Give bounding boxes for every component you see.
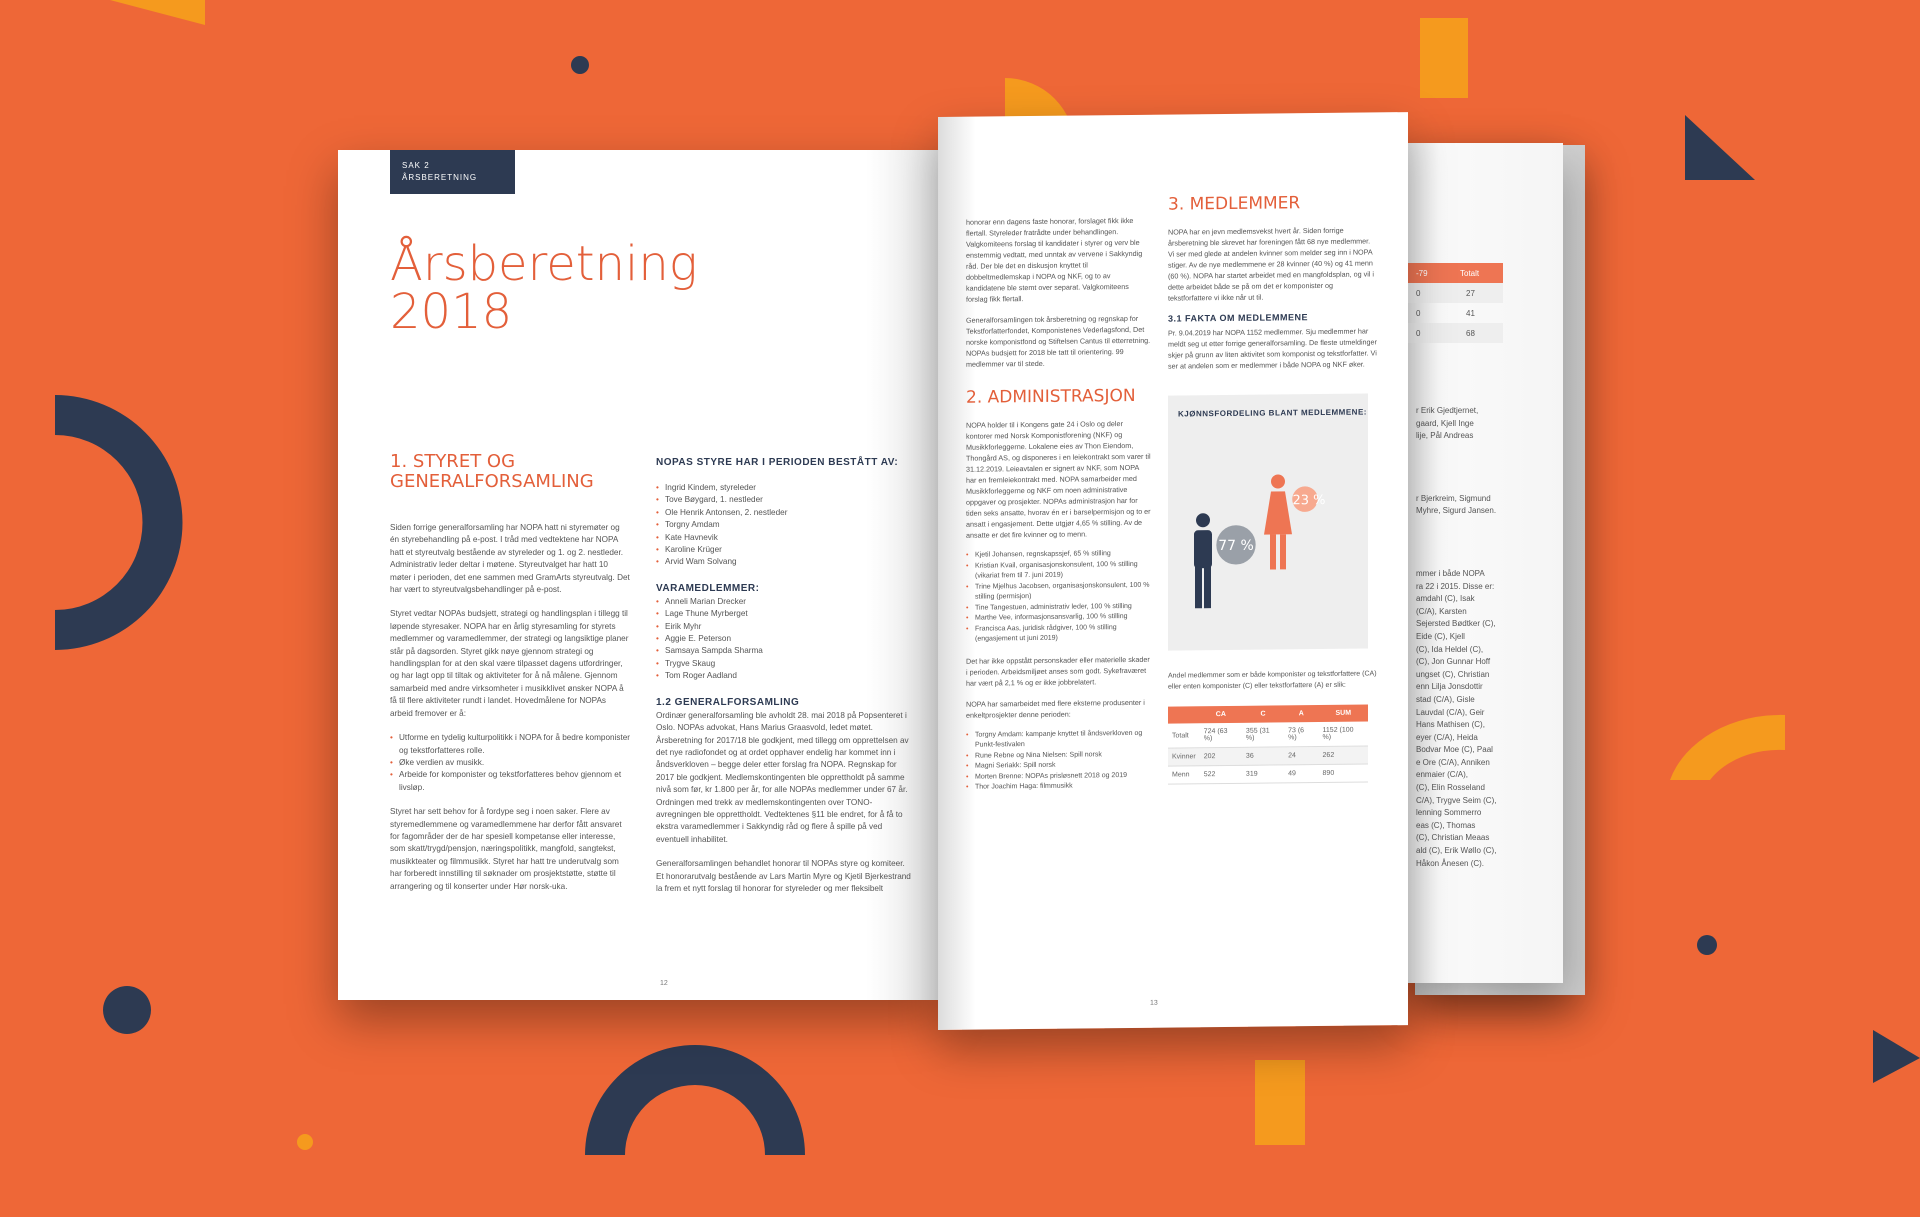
back-table-cell: 68 — [1466, 329, 1475, 338]
paragraph: Styret vedtar NOPAs budsjett, strategi og handlingsplan i tillegg til løpende styresaker. NOPA har en årlig styresamling for styrets medlemmer og varamedlemmer, der strategi og langsiktige planer står på dagsorden. Styret gikk nøye gjennom strategi og handlingsplan for at den skal være tilpasset dagens utfordringer, og har lagt opp til tiltak og aktiviteter for å nå målene. Gjennom samarbeid med andre virksomheter i musikklivet ønsker NOPA å få til flere aktiviteter rundt i landet. Hovedmålene for NOPAs arbeid fremover er å: — [390, 609, 629, 718]
back-page-line: eyer (C/A), Heida — [1416, 732, 1478, 742]
heading-administrasjon: 2. ADMINISTRASJON — [966, 385, 1136, 408]
paragraph: Ordinær generalforsamling ble avholdt 28. mai 2018 på Popsenteret i Oslo. NOPAs advokat, Hans Marius Graasvold, ledet møtet. Årsberetning for 2017/18 ble godkjent, med tillegg om opprettelsen av det nye radiofondet og at ordet opphaver endelig har kommet inn i åndsverkloven – begge deler etter forslag fra NOPA. Regnskap for 2017 ble godkjent. Medlemskontingenten ble opprettholdt på samme nivå som før, kr 1.800 per år, for alle NOPAs medlemmer under 67 år. Ordningen med trekk av medlemskontingenten over TONO-avregningen ble opprettholdt. Vedtektenes §11 ble endret, for å få to ekstra varamedlemmer i Sakkyndig råd og flere å spille på ved eventuell inhabilitet. — [656, 710, 909, 844]
table-caption: Andel medlemmer som er både komponister og tekstforfattere (CA) eller enten komponister (C) eller tekstforfattere (A) er slik: — [1168, 670, 1377, 691]
table-header — [1168, 706, 1200, 723]
table-cell: Kvinner — [1168, 748, 1200, 766]
section-tag-line2: ÅRSBERETNING — [402, 173, 478, 182]
back-table-header-1: -79 — [1416, 269, 1428, 278]
heading-styret — [390, 452, 630, 492]
paragraph: NOPA har samarbeidet med flere eksterne produsenter i enkeltprosjekter denne perioden: — [966, 697, 1145, 720]
table-cell: 724 (63 %) — [1200, 723, 1242, 748]
paragraph: Det har ikke oppstått personskader eller materielle skader i perioden. Arbeidsmiljøet anses som godt. Sykefraværet har vært på 2,1 % og er ikke jobbrelatert. — [966, 654, 1150, 688]
woman-figure-dress — [1264, 491, 1292, 534]
table-row — [1168, 764, 1368, 784]
table-cell: 49 — [1284, 765, 1318, 783]
open-book — [330, 115, 1585, 1030]
back-page-line: (C), Elin Rosseland — [1416, 783, 1485, 793]
paragraph: Generalforsamlingen behandlet honorar til NOPAs styre og komiteer. Et honorarutvalg bestående av Lars Martin Myre og Kjetil Bjerkestrand la frem et nytt forslag til honorar for styreleder og mer fleksibelt — [656, 859, 911, 893]
back-page-line: C/A), Trygve Seim (C), — [1416, 795, 1497, 805]
back-table-cell: 0 — [1416, 289, 1421, 298]
heading-medlemmer: 3. MEDLEMMER — [1168, 193, 1301, 215]
back-page-line: (C/A), Karsten — [1416, 606, 1467, 616]
table-row — [1168, 746, 1368, 766]
back-page-line: lije, Pål Andreas — [1416, 431, 1474, 441]
back-table-cell: 41 — [1466, 309, 1475, 318]
back-page-text — [1416, 405, 1556, 870]
back-page-line: Hans Mathisen (C), — [1416, 720, 1485, 730]
left-column — [390, 452, 630, 893]
back-page-line: (C), Jon Gunnar Hoff — [1416, 657, 1491, 667]
back-page-line: Håkon Ånesen (C). — [1416, 858, 1485, 868]
man-figure-leg — [1204, 566, 1211, 608]
list-item: • Rune Rebne og Nina Nielsen: Spill norsk — [966, 749, 1151, 761]
back-page-line: enn Lilja Jonsdottir — [1416, 682, 1483, 692]
navy-dot-right — [1697, 935, 1717, 955]
list-item: • Tom Roger Aadland — [656, 670, 911, 682]
back-page-line: (C), Ida Heldel (C), — [1416, 644, 1484, 654]
paragraph: Siden forrige generalforsamling har NOPA hatt ni styremøter og én styrebehandling på e-post. I tråd med vedtektene har NOPA hatt et styreutvalg bestående av styreleder og 1. og 2. nestleder. Administrativ leder deltar i møtene. Styreutvalget har hatt 10 møter i perioden, det ene sammen med GramArts styreutvalg. Det har vært to styreutvalgsbehandlinger på e-post. — [390, 523, 630, 595]
back-page-line: ald (C), Erik Wøllo (C), — [1416, 846, 1497, 856]
section-tag-line1: SAK 2 — [402, 161, 430, 170]
table-header: SUM — [1319, 704, 1368, 722]
list-item: • Magni Seriakk: Spill norsk — [966, 760, 1151, 772]
woman-figure-leg — [1270, 534, 1276, 569]
man-figure-leg — [1195, 566, 1202, 608]
deputies-list — [656, 596, 911, 683]
navy-triangle-bottom-right — [1873, 1030, 1920, 1083]
back-page-line: Bodvar Moe (C), Paal — [1416, 745, 1493, 755]
back-page-line: lenning Sommerro — [1416, 808, 1482, 818]
goals-list — [390, 732, 630, 794]
table-cell: Totalt — [1168, 723, 1200, 748]
back-page-line: ungset (C), Christian — [1416, 669, 1490, 679]
staff-list — [966, 549, 1151, 645]
page-title-line2: 2018 — [390, 284, 513, 340]
woman-figure-head — [1271, 474, 1285, 488]
table-cell: 24 — [1284, 747, 1318, 765]
right-page-col1 — [966, 215, 1151, 793]
heading-styret-line2: GENERALFORSAMLING — [390, 471, 594, 492]
deputies-heading: VARAMEDLEMMER: — [656, 582, 760, 594]
list-item: • Lage Thune Myrberget — [656, 608, 911, 620]
list-item: • Eirik Myhr — [656, 621, 911, 633]
paragraph: Generalforsamlingen tok årsberetning og regnskap for Tekstforfatterfondet, Komponistenes Vederlagsfond, Det norske komponistfond og Stiftelsen Cantus til etterretning. NOPAs budsjett for 2018 ble tatt til orientering. 99 medlemmer var til stede. — [966, 313, 1151, 369]
list-item: • Øke verdien av musikk. — [390, 757, 630, 769]
page-number: 12 — [660, 980, 668, 987]
list-item: • Trygve Skaug — [656, 658, 911, 670]
gf-heading: 1.2 GENERALFORSAMLING — [656, 696, 800, 708]
back-page-line: r Erik Gjedtjernet, — [1416, 406, 1479, 415]
paragraph: NOPA holder til i Kongens gate 24 i Oslo og deler kontorer med Norsk Komponistforening (NKF) og Musikkforleggerne. Lokalene eies av Thon Eiendom, Thongård AS, og disponeres i en leiekontrakt som varer til 31.12.2019. Leieavtalen er signert av NKF, som NOPA har en fremleiekontrakt med. NOPA samarbeider med Musikkforleggerne og NKF om noen administrative oppgaver og prosjekter. NOPAs administrasjon har for tiden seks ansatte, hvorav én er i barselpermisjon og to er ansatt i engasjement. Dette utgjør 4,65 % stilling. Av de ansatte er det fire kvinner og to menn. — [966, 419, 1151, 540]
yellow-arc-right — [1670, 715, 1785, 780]
list-item: • Kjetil Johansen, regnskapssjef, 65 % stilling — [966, 549, 1151, 561]
back-page-line: mmer i både NOPA — [1416, 568, 1485, 578]
navy-triangle-right — [1685, 115, 1755, 180]
table-cell: 73 (6 %) — [1284, 722, 1318, 747]
list-item: • Kate Havnevik — [656, 532, 911, 544]
man-figure-body — [1194, 530, 1212, 568]
list-item: • Utforme en tydelig kulturpolitikk i NOPA for å bedre komponister og tekstforfatteres rolle. — [390, 732, 630, 757]
back-page-table — [1408, 263, 1563, 353]
navy-arc-left — [55, 395, 183, 650]
board-list — [656, 482, 911, 569]
table-cell: 262 — [1319, 746, 1368, 765]
paragraph: Pr. 9.04.2019 har NOPA 1152 medlemmer. Sju medlemmer har meldt seg ut etter forrige generalforsamling. De fleste utmeldinger skjer på grunn av liten aktivitet som komponist og tekstforfatter. Vi ser at andelen som er medlemmer i både NOPA og NKF øker. — [1168, 326, 1377, 371]
back-page-line: Lauvdal (C/A), Geir — [1416, 707, 1485, 717]
chart-title: KJØNNSFORDELING BLANT MEDLEMMENE: — [1178, 407, 1367, 419]
list-item: • Aggie E. Peterson — [656, 633, 911, 645]
yellow-dot-bottom-left — [297, 1134, 313, 1150]
back-table-header-2: Totalt — [1460, 269, 1480, 278]
back-page-line: Sejersted Bødtker (C), — [1416, 619, 1496, 629]
table-cell: 522 — [1200, 765, 1242, 783]
list-item: • Arvid Wam Solvang — [656, 556, 911, 568]
paragraph: NOPA har en jevn medlemsvekst hvert år. Siden forrige årsberetning ble skrevet har foreningen fått 68 nye medlemmer. Vi ser med glede at andelen kvinner som melder seg inn i NOPA stiger. Av de nye medlemmene er 28 kvinner (40 %) og 41 menn (60 %). NOPA har startet arbeidet med en mangfoldsplan, og vil i dette arbeidet både se på om det er komponister og tekstforfattere vi ikke når ut til. — [1168, 225, 1375, 303]
list-item: • Torgny Amdam: kampanje knyttet til åndsverkloven og Punkt-festivalen — [966, 728, 1151, 751]
back-page-line: stad (C/A), Gisle — [1416, 694, 1475, 704]
page-number: 13 — [1150, 999, 1158, 1007]
back-table-cell: 27 — [1466, 289, 1475, 298]
list-item: • Arbeide for komponister og tekstforfatteres behov gjennom et livsløp. — [390, 769, 630, 794]
men-share-label: 77 % — [1218, 537, 1254, 555]
list-item: • Trine Mjelhus Jacobsen, organisasjonskonsulent, 100 % stilling (permisjon) — [966, 580, 1151, 603]
back-table-cell: 0 — [1416, 329, 1421, 338]
list-item: • Anneli Marian Drecker — [656, 596, 911, 608]
table-row — [1168, 721, 1368, 748]
table-cell: 355 (31 %) — [1242, 722, 1284, 747]
list-item: • Tine Tangestuen, administrativ leder, 100 % stilling — [966, 601, 1151, 613]
facts-heading: 3.1 FAKTA OM MEDLEMMENE — [1168, 312, 1309, 324]
page-title-line1: Årsberetning — [390, 236, 698, 292]
table-cell: Menn — [1168, 766, 1200, 784]
women-share-label: 23 % — [1292, 492, 1326, 509]
section-tag — [390, 150, 515, 194]
back-page-line: Myhre, Sigurd Jansen. — [1416, 506, 1497, 516]
man-figure-head — [1196, 513, 1210, 527]
board-heading: NOPAS STYRE HAR I PERIODEN BESTÅTT AV: — [656, 457, 899, 468]
back-page-line: Eide (C), Kjell — [1416, 631, 1465, 641]
yellow-bar-top-right — [1420, 18, 1468, 98]
back-page — [1408, 143, 1563, 983]
members-table — [1168, 704, 1368, 784]
left-page — [338, 150, 938, 1000]
list-item: • Ole Henrik Antonsen, 2. nestleder — [656, 507, 911, 519]
woman-figure-leg — [1280, 534, 1286, 569]
back-table-cell: 0 — [1416, 309, 1421, 318]
navy-arc-bottom — [585, 1045, 805, 1155]
page-title — [390, 236, 698, 340]
gender-chart-box — [1168, 393, 1368, 650]
list-item: • Karoline Krüger — [656, 544, 911, 556]
table-header: CA — [1200, 706, 1242, 723]
yellow-bar-bottom — [1255, 1060, 1305, 1145]
table-cell: 36 — [1242, 747, 1284, 765]
orange-triangle-top-left — [110, 0, 205, 25]
back-page-line: amdahl (C), Isak — [1416, 594, 1475, 604]
paragraph: honorar enn dagens faste honorar, forslaget fikk ikke flertall. Styreleder fratrådte under behandlingen. Valgkomiteens forslag til kandidater i styrer og verv ble enstemmig vedtatt, med unntak av vervene i Sakkyndig råd. Der ble det en diskusjon knyttet til dobbeltmedlemskap i NOPA og NKF, og to av kandidatene ble stemt over separat. Valgkomiteens forslag fikk flertall. — [966, 215, 1143, 304]
right-page-col2 — [1168, 192, 1378, 784]
back-page-line: r Bjerkreim, Sigmund — [1416, 493, 1491, 503]
list-item: • Kristian Kvail, organisasjonskonsulent, 100 % stilling (vikariat frem til 7. juni 2019) — [966, 559, 1151, 582]
paragraph: Styret har sett behov for å fordype seg i noen saker. Flere av styremedlemmene og varamedlemmene har derfor fått ansvaret for fagområder der de har spesiell kompetanse eller interesse, som skatt/trygd/pensjon, næringspolitikk, mangfold, sangtekst, musikkteater og filmmusikk. Styret har hatt tre underutvalg som har forberedt innstilling til søknader om prosjektstøtte, støtte til arrangering og til konserter under Hør norsk-uka. — [390, 807, 622, 891]
back-page-line: ra 22 i 2015. Disse er: — [1416, 581, 1495, 591]
gender-chart — [1168, 418, 1368, 650]
back-page-line: enmaier (C/A), — [1416, 770, 1469, 780]
heading-styret-line1: 1. STYRET OG — [390, 451, 516, 472]
back-page-line: eas (C), Thomas — [1416, 820, 1476, 830]
right-column — [656, 457, 911, 895]
navy-dot-top — [571, 56, 589, 74]
right-page — [938, 112, 1408, 1030]
table-cell: 319 — [1242, 765, 1284, 783]
back-page-line: (C), Christian Meaas — [1416, 833, 1490, 843]
list-item: • Marthe Vee, informasjonsansvarlig, 100 % stilling — [966, 612, 1151, 624]
table-header: A — [1284, 705, 1318, 722]
list-item: • Ingrid Kindem, styreleder — [656, 482, 911, 494]
back-page-line: gaard, Kjell Inge — [1416, 418, 1474, 428]
list-item: • Tove Bøygard, 1. nestleder — [656, 494, 911, 506]
list-item: • Samsaya Sampda Sharma — [656, 645, 911, 657]
external-list — [966, 728, 1151, 793]
list-item: • Morten Brenne: NOPAs prisløsnett 2018 og 2019 — [966, 770, 1151, 782]
navy-dot-bottom-left — [103, 986, 151, 1034]
table-cell: 202 — [1200, 747, 1242, 765]
list-item: • Francisca Aas, juridisk rådgiver, 100 % stilling (engasjement ut juni 2019) — [966, 622, 1151, 645]
table-cell: 1152 (100 %) — [1319, 721, 1368, 746]
list-item: • Torgny Amdam — [656, 519, 911, 531]
table-cell: 890 — [1319, 764, 1368, 783]
back-page-line: e Ore (C/A), Anniken — [1416, 757, 1490, 767]
list-item: • Thor Joachim Haga: filmmusikk — [966, 781, 1151, 793]
table-header: C — [1242, 705, 1284, 722]
